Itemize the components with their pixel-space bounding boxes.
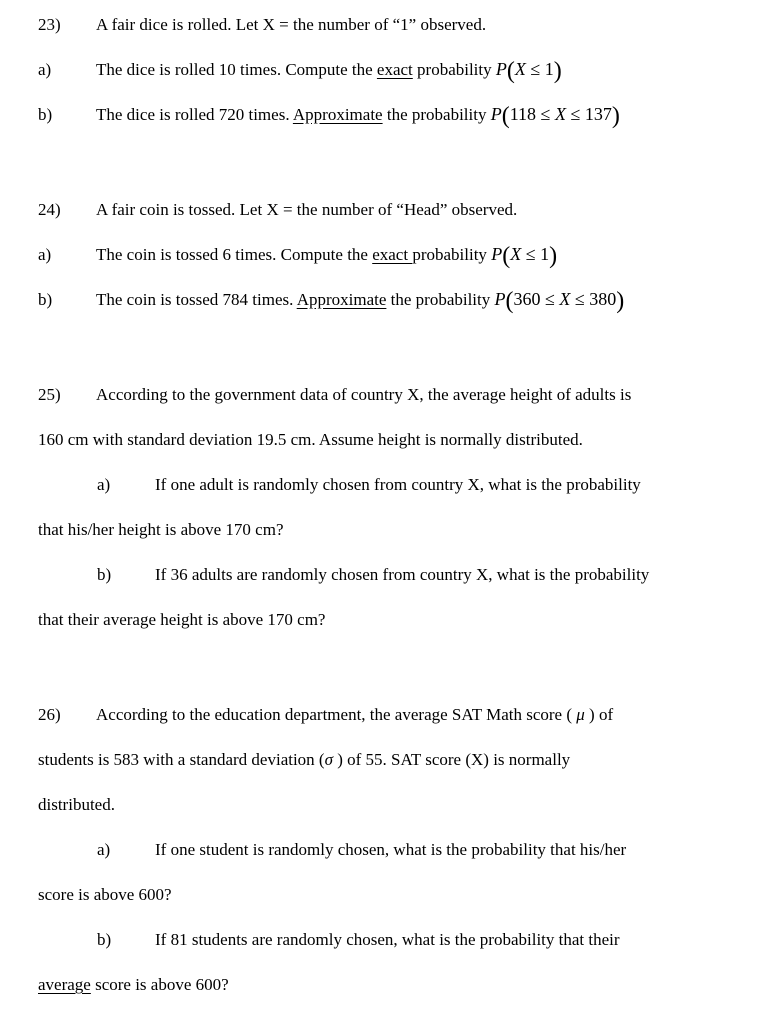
part-label: b) (97, 930, 112, 949)
question-23-stem (38, 2, 729, 47)
text-segment: that their average height is above 170 cm? (38, 610, 326, 629)
math-open-paren: ( (505, 288, 514, 314)
question-24 (38, 187, 729, 322)
question-number: 25) (38, 385, 61, 404)
question-26 (38, 692, 729, 1007)
question-24-stem (38, 187, 729, 232)
sigma-symbol: σ (324, 750, 333, 769)
text-segment: the probability (386, 290, 495, 309)
question-26-part-b (38, 917, 729, 962)
question-25 (38, 372, 729, 642)
underlined-text: exact (376, 60, 413, 79)
text-segment: score is above 600? (90, 975, 229, 994)
question-26-stem-line3 (38, 782, 729, 827)
question-23 (38, 2, 729, 137)
question-25-part-b-cont (38, 597, 729, 642)
part-label: a) (38, 245, 52, 264)
math-variable: X (554, 104, 566, 124)
math-close-paren: ) (553, 58, 562, 84)
math-variable: X (510, 244, 522, 264)
question-25-stem-line1 (38, 372, 729, 417)
text-segment: If one adult is randomly chosen from country X, what is the probability (155, 475, 641, 494)
probability-expression (491, 243, 558, 269)
question-24-part-b (38, 277, 729, 322)
text-segment: The dice is rolled 720 times. (96, 105, 293, 124)
question-25-part-a (38, 462, 729, 507)
text-segment: score is above 600? (38, 885, 172, 904)
question-26-part-a-cont (38, 872, 729, 917)
part-label: a) (97, 840, 111, 859)
math-close-paren: ) (611, 103, 620, 129)
question-25-stem-line2 (38, 417, 729, 462)
math-variable: X (514, 59, 526, 79)
text-segment: probability (412, 245, 492, 264)
question-23-part-a (38, 47, 729, 92)
text-segment: If 36 adults are randomly chosen from country X, what is the probability (155, 565, 650, 584)
question-26-part-a (38, 827, 729, 872)
question-24-part-a (38, 232, 729, 277)
probability-expression (490, 103, 620, 129)
question-text: ) of (584, 705, 614, 724)
question-text: A fair dice is rolled. Let X = the number of “1” observed. (96, 15, 487, 34)
text-segment: The coin is tossed 784 times. (96, 290, 297, 309)
question-text: distributed. (38, 795, 115, 814)
math-pre: 360 ≤ (513, 289, 560, 309)
question-text: According to the government data of country X, the average height of adults is (96, 385, 632, 404)
math-function: P (495, 59, 507, 79)
underlined-text: Approximate (292, 105, 383, 124)
part-label: a) (97, 475, 111, 494)
math-variable: X (559, 289, 571, 309)
math-post: ≤ 1 (525, 59, 554, 79)
question-text: 160 cm with standard deviation 19.5 cm. Assume height is normally distributed. (38, 430, 583, 449)
math-post: ≤ 1 (521, 244, 550, 264)
text-segment: If 81 students are randomly chosen, what is the probability that their (155, 930, 620, 949)
part-label: b) (38, 105, 53, 124)
math-post: ≤ 137 (565, 104, 612, 124)
underlined-text: average (38, 975, 91, 994)
part-label: a) (38, 60, 52, 79)
question-23-part-b (38, 92, 729, 137)
question-25-part-b (38, 552, 729, 597)
math-close-paren: ) (616, 288, 625, 314)
question-text: A fair coin is tossed. Let X = the number of “Head” observed. (96, 200, 518, 219)
question-text: students is 583 with a standard deviation ( (38, 750, 325, 769)
math-close-paren: ) (549, 243, 558, 269)
question-text: According to the education department, the average SAT Math score ( (96, 705, 577, 724)
math-function: P (490, 104, 502, 124)
question-26-part-b-cont (38, 962, 729, 1007)
math-pre: 118 ≤ (509, 104, 555, 124)
question-number: 26) (38, 705, 61, 724)
math-post: ≤ 380 (570, 289, 617, 309)
math-open-paren: ( (506, 58, 515, 84)
text-segment: probability (412, 60, 496, 79)
part-label: b) (38, 290, 53, 309)
question-25-part-a-cont (38, 507, 729, 552)
math-open-paren: ( (501, 103, 510, 129)
part-label: b) (97, 565, 112, 584)
text-segment: The dice is rolled 10 times. Compute the (96, 60, 377, 79)
text-segment: that his/her height is above 170 cm? (38, 520, 284, 539)
text-segment: If one student is randomly chosen, what is the probability that his/her (155, 840, 627, 859)
question-26-stem-line1 (38, 692, 729, 737)
question-number: 24) (38, 200, 61, 219)
probability-expression (494, 288, 625, 314)
mu-symbol: μ (576, 705, 585, 724)
underlined-text: exact (372, 245, 413, 264)
math-open-paren: ( (502, 243, 511, 269)
probability-expression (495, 58, 562, 84)
text-segment: The coin is tossed 6 times. Compute the (96, 245, 373, 264)
math-function: P (491, 244, 503, 264)
question-26-stem-line2 (38, 737, 729, 782)
underlined-text: Approximate (296, 290, 387, 309)
math-function: P (494, 289, 506, 309)
text-segment: the probability (382, 105, 491, 124)
question-number: 23) (38, 15, 61, 34)
question-text: ) of 55. SAT score (X) is normally (332, 750, 571, 769)
